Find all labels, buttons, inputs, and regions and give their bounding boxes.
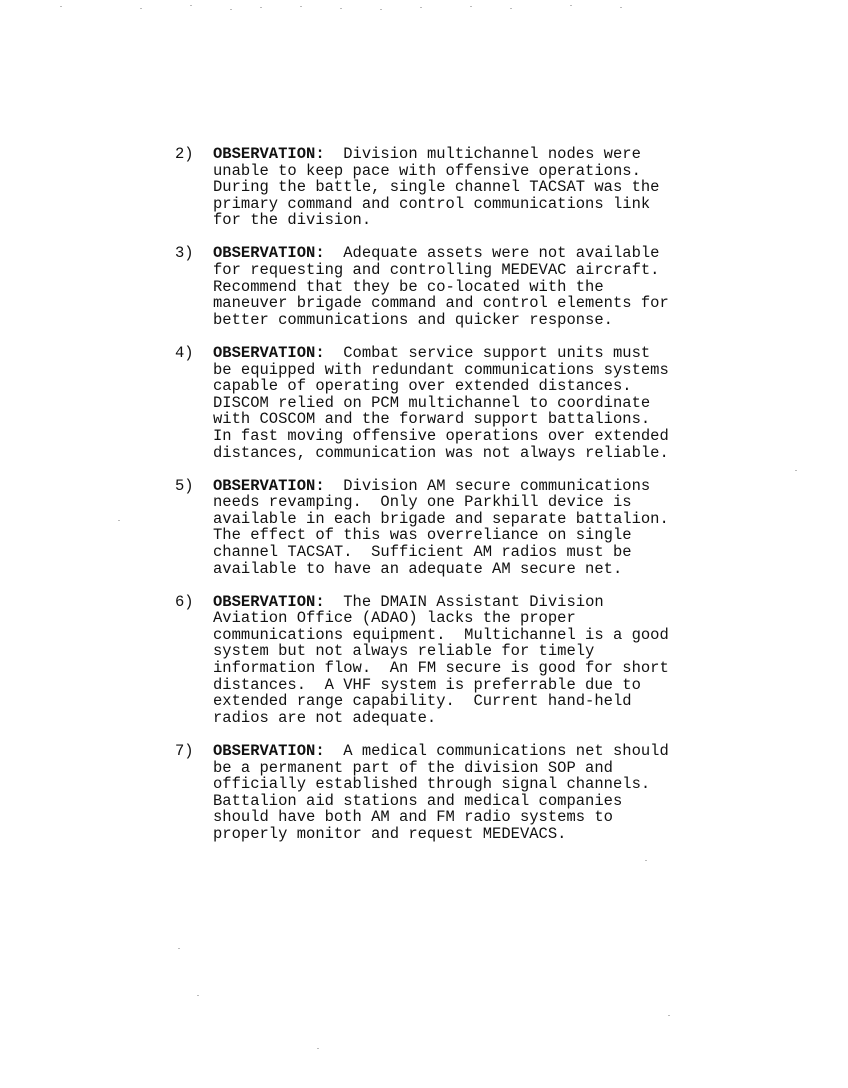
observation-line: capable of operating over extended distances. xyxy=(213,377,632,396)
observation-line: channel TACSAT. Sufficient AM radios must be xyxy=(213,542,632,561)
observation-line: be equipped with redundant communications systems xyxy=(213,360,669,379)
observation-item xyxy=(175,345,735,461)
scan-speck xyxy=(317,1048,319,1049)
observation-label: OBSERVATION: xyxy=(213,741,325,760)
observation-line: DISCOM relied on PCM multichannel to coordinate xyxy=(213,393,651,412)
observation-line: with COSCOM and the forward support battalions. xyxy=(213,410,651,429)
observation-line: needs revamping. Only one Parkhill device is xyxy=(213,493,632,512)
observation-line: Aviation Office (ADAO) lacks the proper xyxy=(213,609,576,628)
scan-speck xyxy=(197,995,199,996)
scan-speck xyxy=(795,470,797,471)
observation-item xyxy=(175,245,735,328)
observation-line: The DMAIN Assistant Division xyxy=(324,592,604,611)
observation-text xyxy=(213,743,735,843)
observation-number: 4) xyxy=(175,343,194,362)
observation-line: Division AM secure communications xyxy=(324,476,651,495)
observation-line: available in each brigade and separate battalion. xyxy=(213,509,669,528)
observation-line: unable to keep pace with offensive operations. xyxy=(213,161,641,180)
observation-list xyxy=(175,146,735,859)
observation-line: Combat service support units must xyxy=(324,343,651,362)
observation-line: communications equipment. Multichannel is a good xyxy=(213,625,669,644)
scan-speck xyxy=(118,520,120,521)
observation-item xyxy=(175,743,735,843)
scan-speck xyxy=(178,948,180,949)
observation-line: properly monitor and request MEDEVACS. xyxy=(213,824,567,843)
observation-line: be a permanent part of the division SOP and xyxy=(213,758,613,777)
scan-speck xyxy=(645,860,647,861)
observation-item xyxy=(175,594,735,727)
observation-text xyxy=(213,146,735,229)
observation-line: The effect of this was overreliance on single xyxy=(213,526,632,545)
observation-line: should have both AM and FM radio systems to xyxy=(213,808,613,827)
observation-line: Division multichannel nodes were xyxy=(324,145,641,163)
observation-line: primary command and control communications link xyxy=(213,194,651,213)
observation-line: A medical communications net should xyxy=(324,741,669,760)
observation-line: During the battle, single channel TACSAT was the xyxy=(213,178,660,197)
observation-line: maneuver brigade command and control elements for xyxy=(213,294,669,313)
observation-line: radios are not adequate. xyxy=(213,708,437,727)
scan-speck xyxy=(668,1015,670,1016)
observation-line: extended range capability. Current hand-held xyxy=(213,692,632,711)
observation-number: 3) xyxy=(175,244,194,263)
observation-line: available to have an adequate AM secure net. xyxy=(213,559,623,578)
observation-label: OBSERVATION: xyxy=(213,476,325,495)
observation-item xyxy=(175,478,735,578)
observation-line: officially established through signal channels. xyxy=(213,775,651,794)
observation-line: distances. A VHF system is preferrable due to xyxy=(213,675,641,694)
observation-text xyxy=(213,345,735,461)
observation-number: 7) xyxy=(175,741,194,760)
observation-number: 6) xyxy=(175,592,194,611)
observation-item xyxy=(175,146,735,229)
observation-label: OBSERVATION: xyxy=(213,244,325,263)
observation-line: In fast moving offensive operations over extended xyxy=(213,426,669,445)
observation-number: 5) xyxy=(175,476,194,495)
observation-line: Battalion aid stations and medical companies xyxy=(213,791,623,810)
observation-number: 2) xyxy=(175,145,194,163)
observation-text xyxy=(213,594,735,727)
observation-line: for the division. xyxy=(213,211,372,230)
observation-label: OBSERVATION: xyxy=(213,343,325,362)
observation-label: OBSERVATION: xyxy=(213,592,325,611)
observation-line: Adequate assets were not available xyxy=(324,244,660,263)
observation-text xyxy=(213,478,735,578)
observation-line: Recommend that they be co-located with the xyxy=(213,277,604,296)
observation-line: better communications and quicker response. xyxy=(213,310,613,329)
observation-line: distances, communication was not always reliable. xyxy=(213,443,669,462)
observation-label: OBSERVATION: xyxy=(213,145,325,163)
observation-line: system but not always reliable for timely xyxy=(213,642,595,661)
observation-line: for requesting and controlling MEDEVAC aircraft. xyxy=(213,261,660,280)
observation-text xyxy=(213,245,735,328)
observation-line: information flow. An FM secure is good for short xyxy=(213,659,669,678)
scan-noise-top xyxy=(0,0,848,14)
